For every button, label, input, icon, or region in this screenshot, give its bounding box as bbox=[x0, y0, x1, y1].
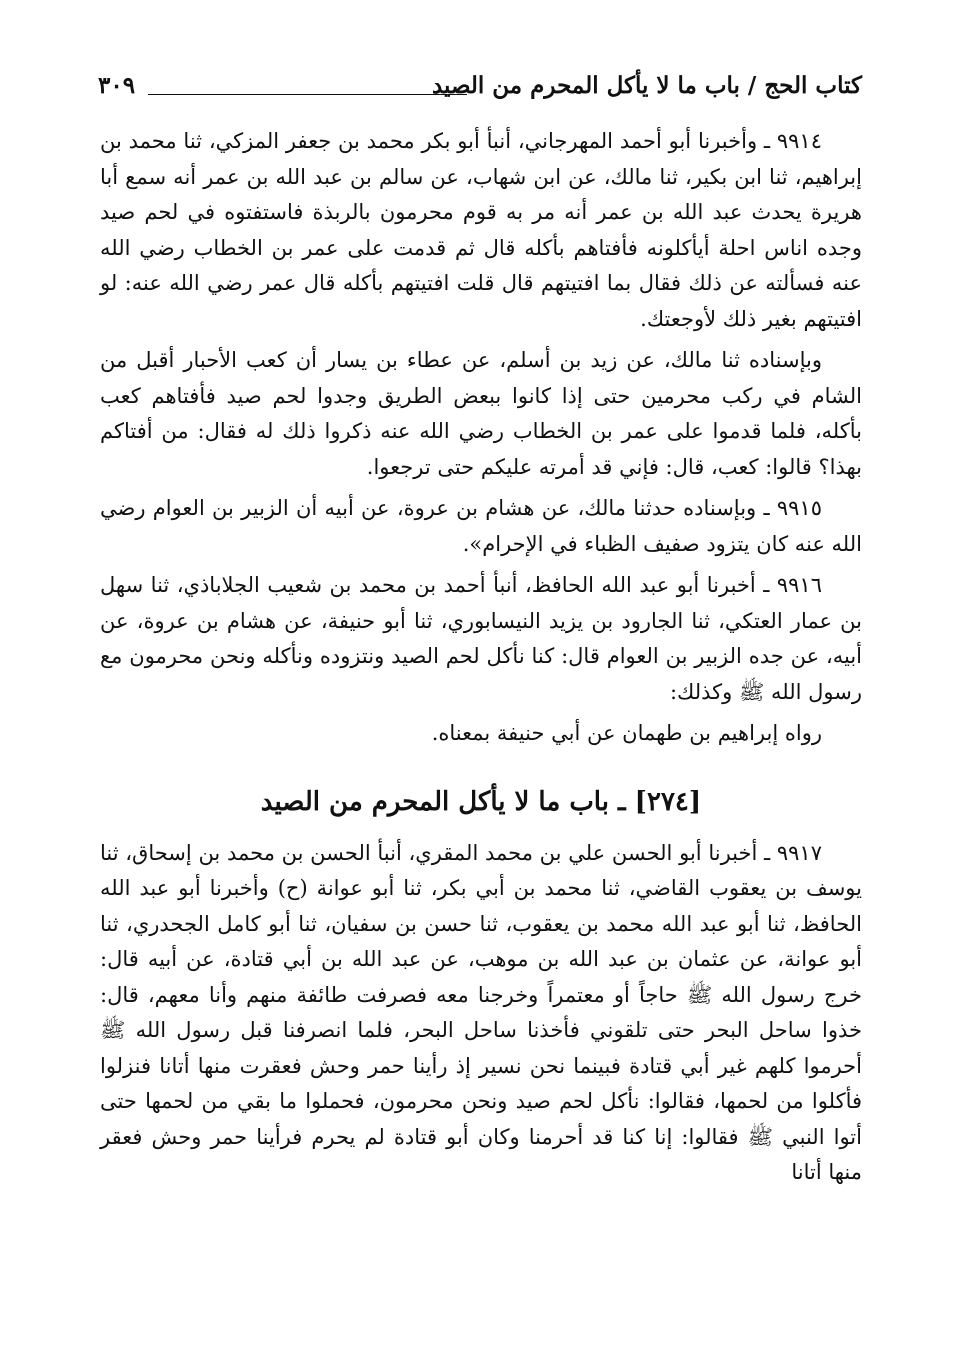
hadith-9916: ٩٩١٦ ـ أخبرنا أبو عبد الله الحافظ، أنبأ أحمد بن محمد بن شعيب الجلاباذي، ثنا سهل بن عمار العتكي، ثنا الجارود بن يزيد النيسابوري، ثنا أبو حنيفة، عن هشام بن عروة، عن أبيه، عن جده الزبير بن العوام قال: كنا نأكل لحم الصيد ونتزوده ونأكله ونحن محرمون مع رسول الله ﷺ وكذلك: bbox=[100, 573, 862, 704]
section-heading: [٢٧٤] ـ باب ما لا يأكل المحرم من الصيد bbox=[260, 786, 702, 817]
header-title: كتاب الحج / باب ما لا يأكل المحرم من الصيد bbox=[431, 72, 862, 99]
page-body bbox=[100, 124, 862, 1197]
riwaya-note: رواه إبراهيم بن طهمان عن أبي حنيفة بمعناه. bbox=[431, 721, 822, 745]
hadith-9914-continuation: وبإسناده ثنا مالك، عن زيد بن أسلم، عن عطاء بن يسار أن كعب الأحبار أقبل من الشام في ركب محرمين حتى إذا كانوا ببعض الطريق وجدوا لحم صيد فأفتاهم كعب بأكله، فلما قدموا على عمر بن الخطاب رضي الله عنه ذكروا ذلك له فقال: من أفتاكم بهذا؟ قالوا: كعب، قال: فإني قد أمرته عليكم حتى ترجعوا. bbox=[100, 348, 862, 479]
running-header bbox=[98, 72, 862, 112]
hadith-9915: ٩٩١٥ ـ وبإسناده حدثنا مالك، عن هشام بن عروة، عن أبيه أن الزبير بن العوام رضي الله عنه كان يتزود صفيف الظباء في الإحرام». bbox=[100, 496, 862, 556]
hadith-9914: ٩٩١٤ ـ وأخبرنا أبو أحمد المهرجاني، أنبأ أبو بكر محمد بن جعفر المزكي، ثنا محمد بن إبراهيم، ثنا ابن بكير، ثنا مالك، عن ابن شهاب، عن سالم بن عبد الله بن عمر أنه سمع أبا هريرة يحدث عبد الله بن عمر أنه مر به قوم محرمون بالربذة فاستفتوه في لحم صيد وجده اناس احلة أيأكلونه فأفتاهم بأكله قال ثم قدمت على عمر بن الخطاب رضي الله عنه فسألته عن ذلك فقال بما افتيتهم قال قلت افتيتهم بأكله قال عمر رضي الله عنه: لو افتيتهم بغير ذلك لأوجعتك. bbox=[100, 129, 862, 331]
page-number: ٣٠٩ bbox=[98, 72, 136, 99]
header-rule bbox=[148, 94, 467, 95]
hadith-9917: ٩٩١٧ ـ أخبرنا أبو الحسن علي بن محمد المقري، أنبأ الحسن بن محمد بن إسحاق، ثنا يوسف بن يعقوب القاضي، ثنا محمد بن أبي بكر، ثنا أبو عوانة (ح) وأخبرنا أبو عبد الله الحافظ، ثنا أبو عبد الله محمد بن يعقوب، ثنا حسن بن سفيان، ثنا أبو كامل الجحدري، ثنا أبو عوانة، عن عثمان بن عبد الله بن موهب، عن عبد الله بن أبي قتادة، عن أبيه قال: خرج رسول الله ﷺ حاجاً أو معتمراً وخرجنا معه فصرفت طائفة منهم وأنا معهم، قال: خذوا ساحل البحر حتى تلقوني فأخذنا ساحل البحر، فلما انصرفنا قبل رسول الله ﷺ أحرموا كلهم غير أبي قتادة فبينما نحن نسير إذ رأينا حمر وحش فعقرت منها أتانا فنزلوا فأكلوا من لحمها، فقالوا: نأكل لحم صيد ونحن محرمون، فحملوا ما بقي من لحمها حتى أتوا النبي ﷺ فقالوا: إنا كنا قد أحرمنا وكان أبو قتادة لم يحرم فرأينا حمر وحش فعقر منها أتانا bbox=[100, 840, 862, 1184]
